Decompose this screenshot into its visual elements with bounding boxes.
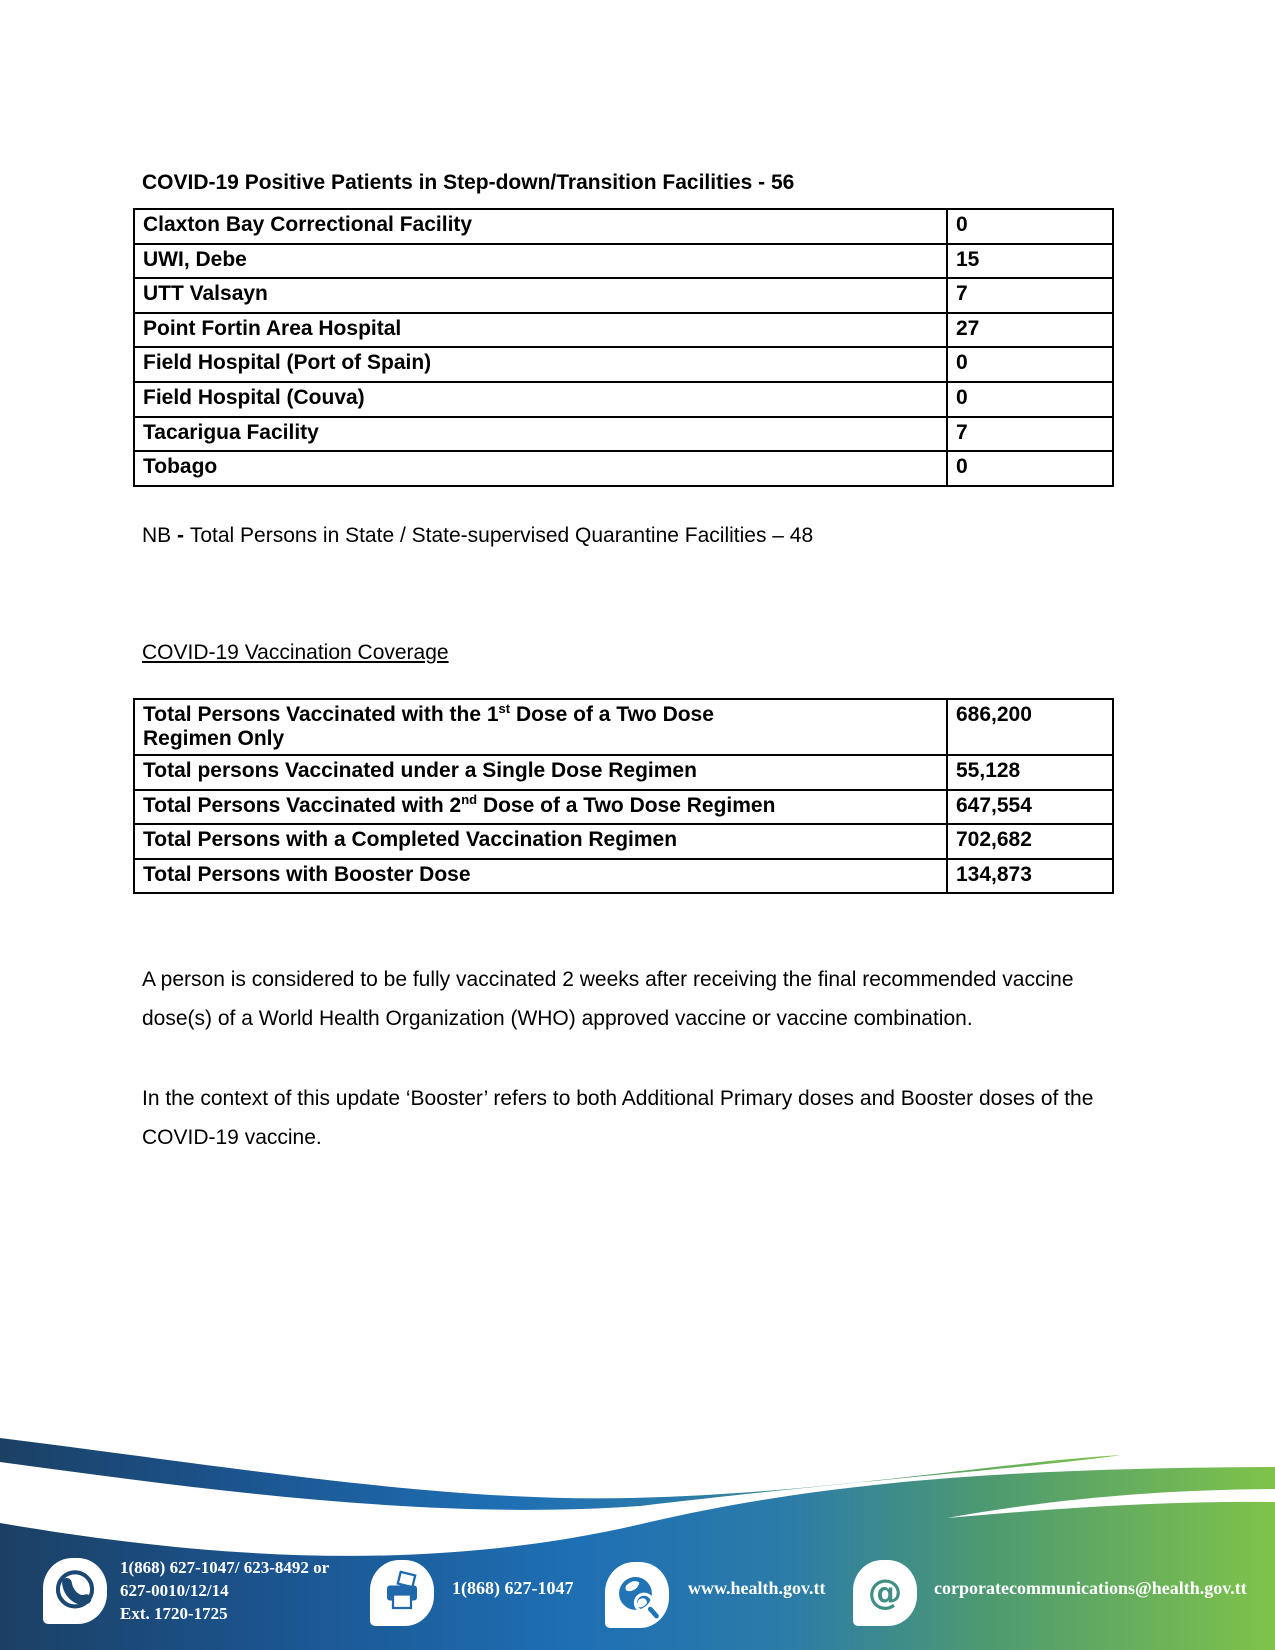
phone-icon xyxy=(43,1558,107,1624)
table-row xyxy=(134,824,1113,859)
table-row xyxy=(134,790,1113,825)
website-url: www.health.gov.tt xyxy=(688,1578,826,1598)
value-cell: 0 xyxy=(947,347,1113,382)
nb-dash: - xyxy=(177,524,190,547)
table-row xyxy=(134,699,1113,755)
phone-line-2: 627-0010/12/14 xyxy=(120,1581,229,1600)
label-cell: UTT Valsayn xyxy=(134,278,947,313)
booster-definition-paragraph: In the context of this update ‘Booster’ refers to both Additional Primary doses and Booster doses of the COVID-19 vaccine. xyxy=(142,1087,1094,1149)
nb-prefix: NB xyxy=(142,524,178,547)
label-cell: Field Hospital (Port of Spain) xyxy=(134,347,947,382)
email-address: corporatecommunications@health.gov.tt xyxy=(934,1578,1247,1598)
vaccination-coverage-table xyxy=(133,698,1114,894)
label-cell: Total Persons Vaccinated with 2nd Dose of a Two Dose Regimen xyxy=(134,790,947,825)
label-cell: Tacarigua Facility xyxy=(134,417,947,452)
value-cell: 7 xyxy=(947,417,1113,452)
fax-number: 1(868) 627-1047 xyxy=(452,1578,574,1598)
fax-icon xyxy=(370,1560,434,1626)
table-row xyxy=(134,417,1113,452)
value-cell: 647,554 xyxy=(947,790,1113,825)
value-cell: 15 xyxy=(947,244,1113,279)
stepdown-facilities-table xyxy=(133,208,1114,487)
label-cell: Total Persons with Booster Dose xyxy=(134,859,947,894)
label-cell: Total Persons with a Completed Vaccination Regimen xyxy=(134,824,947,859)
table-row xyxy=(134,859,1113,894)
globe-icon xyxy=(605,1562,669,1628)
label-cell: Total persons Vaccinated under a Single Dose Regimen xyxy=(134,755,947,790)
label-cell: Field Hospital (Couva) xyxy=(134,382,947,417)
label-cell: Claxton Bay Correctional Facility xyxy=(134,209,947,244)
phone-line-3: Ext. 1720-1725 xyxy=(120,1604,228,1623)
nb-note xyxy=(142,524,813,548)
table-row xyxy=(134,278,1113,313)
stepdown-title: COVID-19 Positive Patients in Step-down/Transition Facilities - 56 xyxy=(142,171,795,194)
label-cell: Tobago xyxy=(134,451,947,486)
nb-text: Total Persons in State / State-supervised Quarantine Facilities – 48 xyxy=(189,524,814,547)
footer-contact-bar xyxy=(0,1540,1275,1650)
table-row xyxy=(134,347,1113,382)
value-cell: 134,873 xyxy=(947,859,1113,894)
table-row xyxy=(134,209,1113,244)
value-cell: 7 xyxy=(947,278,1113,313)
table-row xyxy=(134,382,1113,417)
value-cell: 0 xyxy=(947,382,1113,417)
value-cell: 702,682 xyxy=(947,824,1113,859)
label-cell: UWI, Debe xyxy=(134,244,947,279)
label-cell: Point Fortin Area Hospital xyxy=(134,313,947,348)
table-row xyxy=(134,755,1113,790)
table-row xyxy=(134,451,1113,486)
table-row xyxy=(134,313,1113,348)
value-cell: 686,200 xyxy=(947,699,1113,755)
vaccination-heading: COVID-19 Vaccination Coverage xyxy=(142,641,449,664)
svg-text:@: @ xyxy=(867,1572,903,1613)
value-cell: 0 xyxy=(947,451,1113,486)
value-cell: 0 xyxy=(947,209,1113,244)
value-cell: 55,128 xyxy=(947,755,1113,790)
value-cell: 27 xyxy=(947,313,1113,348)
email-icon xyxy=(853,1560,917,1626)
phone-numbers xyxy=(120,1556,329,1625)
label-cell: Total Persons Vaccinated with the 1st Dose of a Two Dose Regimen Only xyxy=(134,699,947,755)
phone-line-1: 1(868) 627-1047/ 623-8492 or xyxy=(120,1558,330,1577)
table-row xyxy=(134,244,1113,279)
fully-vaccinated-paragraph: A person is considered to be fully vaccinated 2 weeks after receiving the final recommended vaccine dose(s) of a World Health Organization (WHO) approved vaccine or vaccine combination. xyxy=(142,968,1074,1030)
